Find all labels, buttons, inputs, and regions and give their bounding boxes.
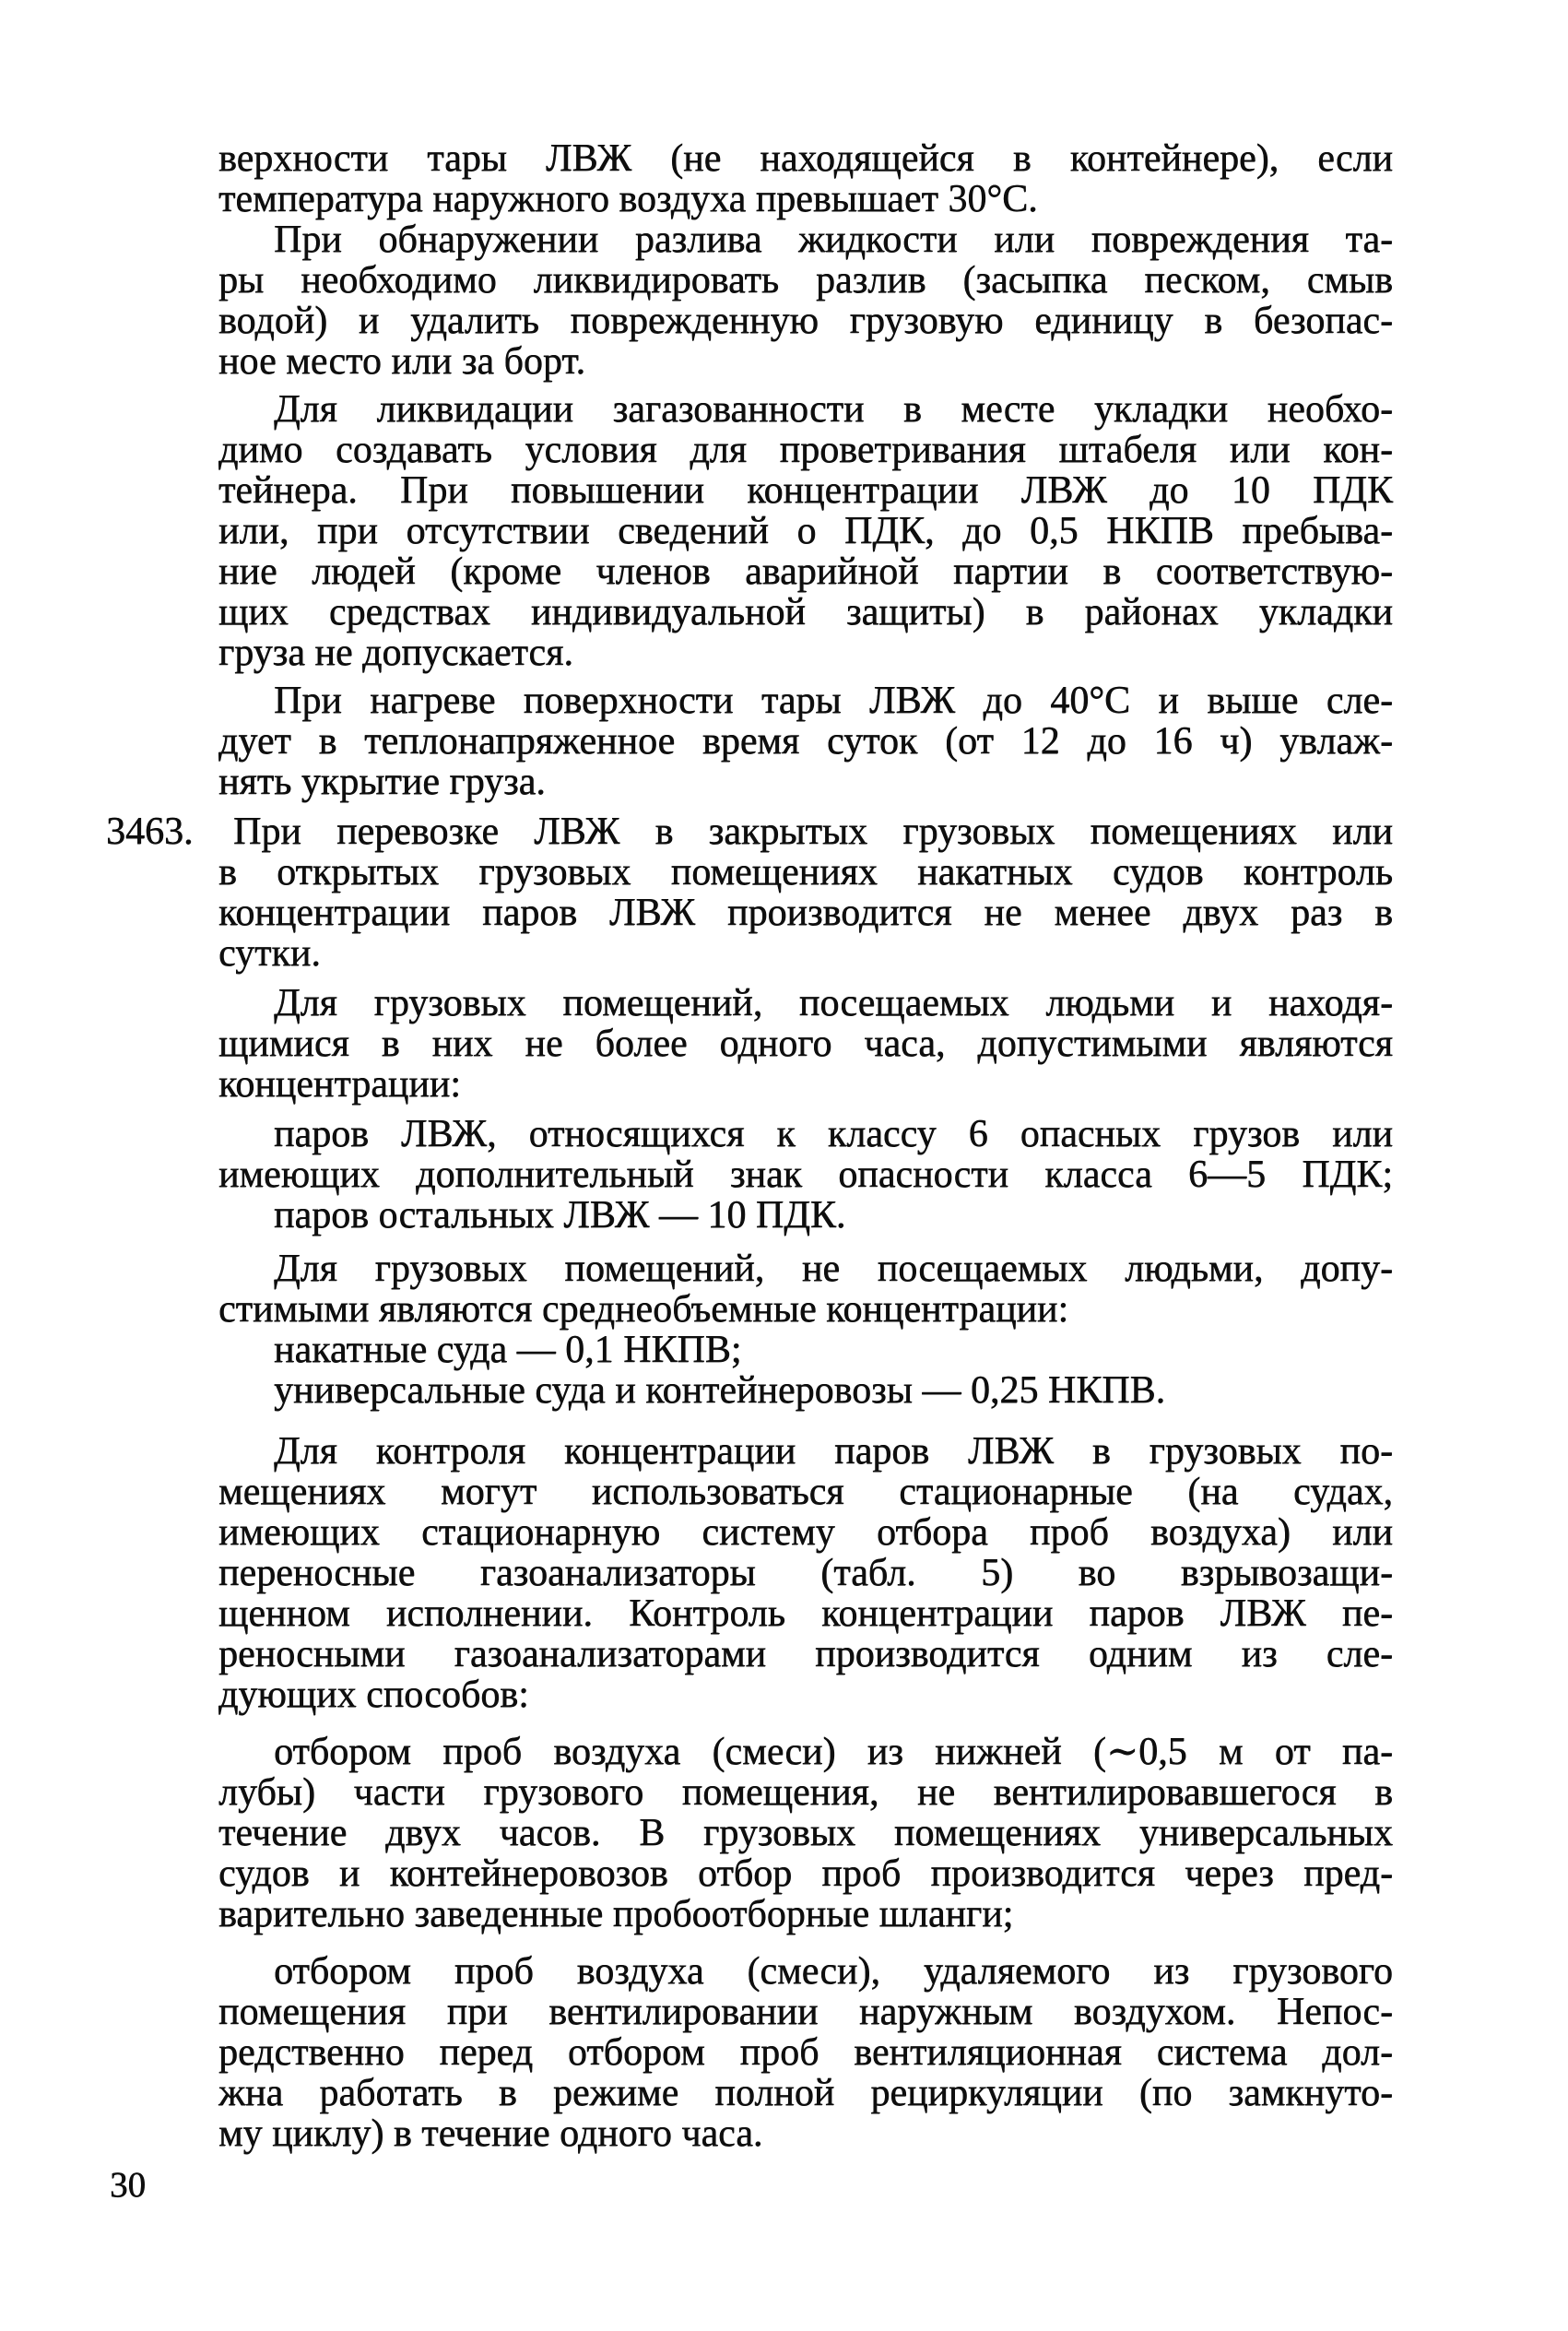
paragraph bbox=[218, 680, 1393, 802]
text-line bbox=[218, 1853, 1393, 1894]
text-line bbox=[218, 1248, 1393, 1289]
line-text: му циклу) в течение одного часа. bbox=[218, 2112, 763, 2155]
text-line bbox=[218, 2073, 1393, 2113]
line-text: Для грузовых помещений, не посещаемых людьми, допу- bbox=[274, 1248, 1393, 1290]
line-text: лубы) части грузового помещения, не вентилировавшегося в bbox=[218, 1771, 1393, 1814]
text-line bbox=[218, 2032, 1393, 2073]
paragraph bbox=[218, 219, 1393, 382]
paragraph bbox=[218, 1951, 1393, 2154]
paragraph bbox=[218, 1431, 1393, 1715]
line-text: жна работать в режиме полной рециркуляции (по замкнуто- bbox=[218, 2072, 1393, 2114]
paragraph bbox=[218, 389, 1393, 673]
line-text: щих средствах индивидуальной защиты) в районах укладки bbox=[218, 591, 1393, 633]
text-line bbox=[218, 1772, 1393, 1813]
line-text: в открытых грузовых помещениях накатных судов контроль bbox=[218, 851, 1393, 893]
text-line bbox=[218, 1813, 1393, 1853]
line-text: груза не допускается. bbox=[218, 632, 573, 674]
text-line bbox=[106, 811, 1393, 853]
text-line bbox=[218, 680, 1393, 721]
line-text: концентрации паров ЛВЖ производится не менее двух раз в bbox=[218, 892, 1393, 934]
text-line bbox=[218, 470, 1393, 511]
line-text: переносные газоанализаторы (табл. 5) во взрывозащи- bbox=[218, 1552, 1393, 1594]
text-line bbox=[218, 301, 1393, 341]
text-line bbox=[218, 1370, 1393, 1411]
line-text: Для контроля концентрации паров ЛВЖ в грузовых по- bbox=[274, 1430, 1393, 1473]
paragraph bbox=[218, 1370, 1393, 1411]
line-text: реносными газоанализаторами производится одним из сле- bbox=[218, 1633, 1393, 1675]
line-text: температура наружного воздуха превышает 30°С. bbox=[218, 178, 1038, 220]
line-text: накатные суда — 0,1 НКПВ; bbox=[274, 1329, 742, 1371]
line-text: щимися в них не более одного часа, допустимыми являются bbox=[218, 1023, 1393, 1065]
text-line bbox=[218, 1553, 1393, 1593]
line-text: редственно перед отбором проб вентиляционная система дол- bbox=[218, 2031, 1393, 2074]
text-line bbox=[218, 260, 1393, 301]
text-line bbox=[218, 983, 1393, 1024]
line-text: универсальные суда и контейнеровозы — 0,25 НКПВ. bbox=[274, 1369, 1166, 1412]
text-line bbox=[218, 430, 1393, 470]
text-line bbox=[218, 179, 1393, 219]
text-line bbox=[218, 1154, 1393, 1195]
text-line bbox=[218, 1894, 1393, 1935]
text-line bbox=[218, 1114, 1393, 1154]
line-text: концентрации: bbox=[218, 1063, 461, 1106]
text-line bbox=[218, 1289, 1393, 1330]
line-text: верхности тары ЛВЖ (не находящейся в контейнере), если bbox=[218, 137, 1393, 180]
text-line bbox=[218, 852, 1393, 893]
line-text: При обнаружении разлива жидкости или повреждения та- bbox=[274, 219, 1393, 261]
paragraph bbox=[218, 1195, 1393, 1236]
text-line bbox=[218, 1330, 1393, 1370]
text-line bbox=[218, 1431, 1393, 1472]
line-text: мещениях могут использоваться стационарные (на судах, bbox=[218, 1471, 1393, 1513]
text-line bbox=[218, 2113, 1393, 2154]
line-text: димо создавать условия для проветривания штабеля или кон- bbox=[218, 429, 1393, 471]
paragraph bbox=[218, 983, 1393, 1105]
line-text: ное место или за борт. bbox=[218, 340, 585, 383]
line-text: варительно заведенные пробоотборные шланги; bbox=[218, 1893, 1014, 1935]
paragraph bbox=[218, 1330, 1393, 1370]
text-line bbox=[218, 511, 1393, 551]
text-line bbox=[218, 592, 1393, 633]
text-line bbox=[218, 762, 1393, 802]
line-text: ние людей (кроме членов аварийной партии в соответствую- bbox=[218, 550, 1393, 593]
line-text: судов и контейнеровозов отбор проб производится через пред- bbox=[218, 1852, 1393, 1895]
line-text: щенном исполнении. Контроль концентрации паров ЛВЖ пе- bbox=[218, 1592, 1393, 1635]
clause-number: 3463. bbox=[106, 811, 194, 853]
text-line bbox=[218, 1951, 1393, 1992]
line-text: имеющих стационарную систему отбора проб воздуха) или bbox=[218, 1511, 1393, 1554]
paragraph bbox=[218, 1114, 1393, 1195]
text-line bbox=[218, 219, 1393, 260]
line-text: тейнера. При повышении концентрации ЛВЖ до 10 ПДК bbox=[218, 469, 1393, 512]
paragraph bbox=[218, 138, 1393, 219]
text-line bbox=[218, 1634, 1393, 1674]
line-text: нять укрытие груза. bbox=[218, 761, 546, 803]
paragraph bbox=[218, 1248, 1393, 1330]
text-line bbox=[218, 1195, 1393, 1236]
numbered-clause bbox=[106, 811, 1393, 975]
text-line bbox=[218, 1674, 1393, 1715]
text-line bbox=[218, 1732, 1393, 1772]
text-line bbox=[218, 1472, 1393, 1512]
text-line bbox=[218, 633, 1393, 673]
line-text: Для ликвидации загазованности в месте укладки необхо- bbox=[274, 388, 1393, 431]
text-line bbox=[218, 551, 1393, 592]
line-text: сутки. bbox=[218, 932, 321, 975]
text-line bbox=[218, 1593, 1393, 1634]
text-line bbox=[218, 933, 1393, 974]
text-line bbox=[218, 893, 1393, 933]
text-line bbox=[218, 1992, 1393, 2032]
line-text: При нагреве поверхности тары ЛВЖ до 40°С и выше сле- bbox=[274, 680, 1393, 722]
line-text: или, при отсутствии сведений о ПДК, до 0,5 НКПВ пребыва- bbox=[218, 510, 1393, 552]
text-block bbox=[106, 137, 1393, 2155]
line-text: дует в теплонапряженное время суток (от 12 до 16 ч) увлаж- bbox=[218, 720, 1393, 763]
text-line bbox=[218, 138, 1393, 179]
line-text: паров остальных ЛВЖ — 10 ПДК. bbox=[274, 1194, 846, 1236]
line-text: помещения при вентилировании наружным воздухом. Непос- bbox=[218, 1991, 1393, 2033]
line-text: водой) и удалить поврежденную грузовую единицу в безопас- bbox=[218, 300, 1393, 342]
line-text: отбором проб воздуха (смеси), удаляемого из грузового bbox=[274, 1950, 1393, 1993]
line-text: отбором проб воздуха (смеси) из нижней (∼0,5 м от па- bbox=[274, 1731, 1393, 1773]
page-number: 30 bbox=[110, 2165, 146, 2205]
line-text: паров ЛВЖ, относящихся к классу 6 опасных грузов или bbox=[274, 1113, 1393, 1155]
text-line bbox=[218, 1024, 1393, 1064]
text-line bbox=[218, 721, 1393, 762]
line-text: течение двух часов. В грузовых помещениях универсальных bbox=[218, 1812, 1393, 1854]
line-text: ры необходимо ликвидировать разлив (засыпка песком, смыв bbox=[218, 259, 1393, 302]
text-line bbox=[218, 389, 1393, 430]
line-text: При перевозке ЛВЖ в закрытых грузовых помещениях или bbox=[233, 811, 1393, 853]
text-line bbox=[218, 341, 1393, 382]
line-text: имеющих дополнительный знак опасности класса 6—5 ПДК; bbox=[218, 1154, 1393, 1196]
line-text: Для грузовых помещений, посещаемых людьми и находя- bbox=[274, 982, 1393, 1024]
paragraph bbox=[218, 1732, 1393, 1935]
text-line bbox=[218, 1064, 1393, 1105]
line-text: стимыми являются среднеобъемные концентрации: bbox=[218, 1288, 1069, 1331]
text-line bbox=[218, 1512, 1393, 1553]
line-text: дующих способов: bbox=[218, 1674, 529, 1716]
